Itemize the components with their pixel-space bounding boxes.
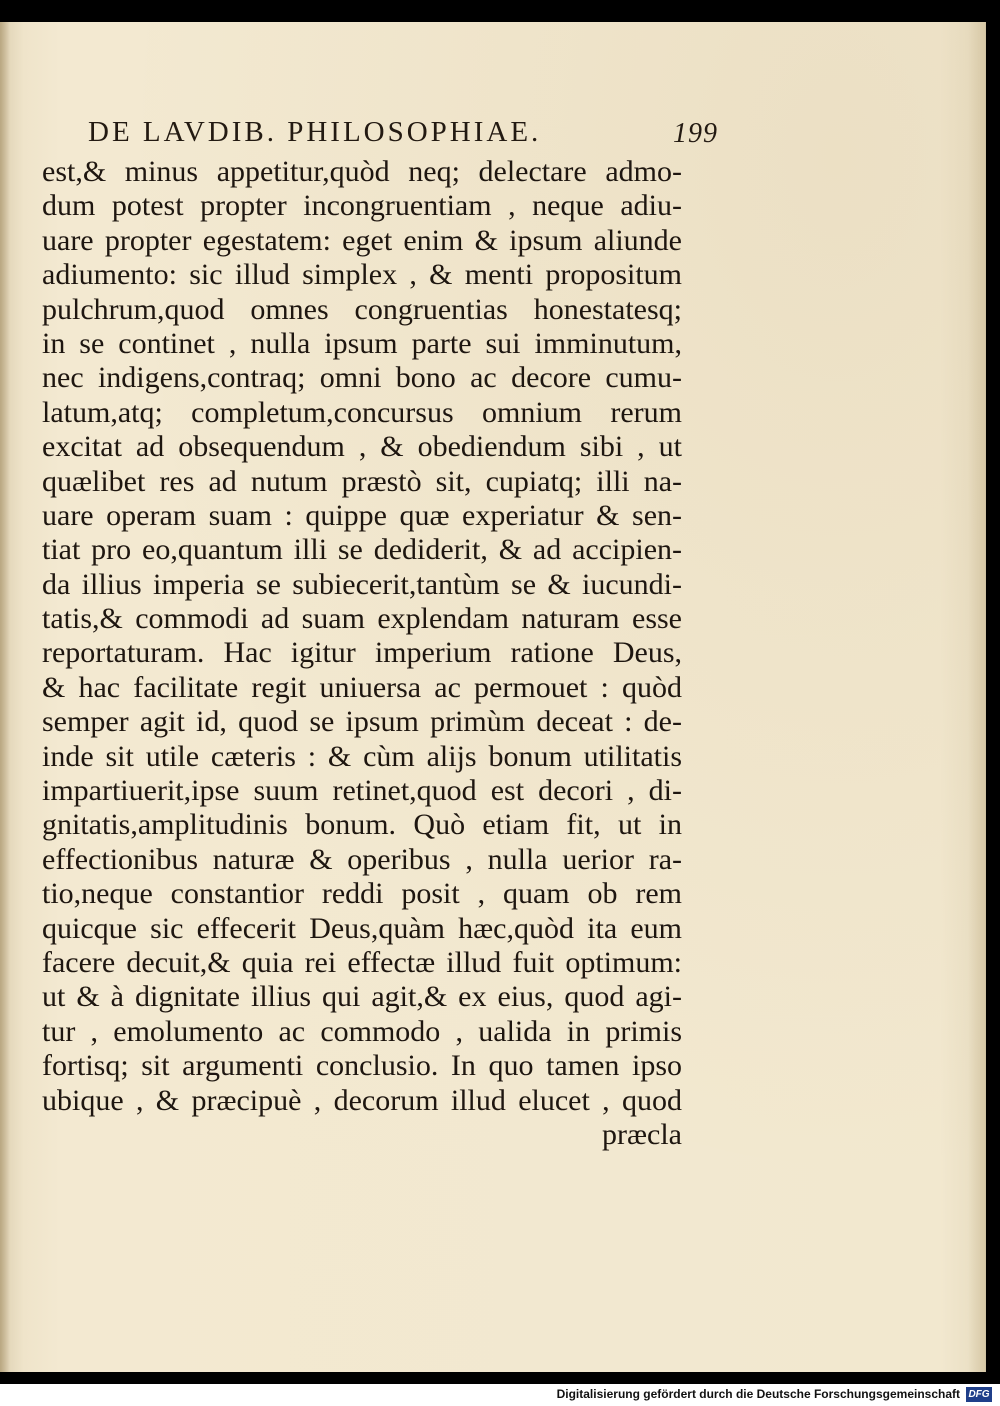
digitization-footer [0, 1384, 1000, 1406]
text-line: ubique , & præcipuè , decorum illud elucet , quod [42, 1083, 682, 1117]
text-line: latum,atq; completum,concursus omnium rerum [42, 395, 682, 429]
text-line: semper agit id, quod se ipsum primùm deceat : de- [42, 705, 682, 739]
text-line: & hac facilitate regit uniuersa ac permouet : quòd [42, 670, 682, 704]
text-line: da illius imperia se subiecerit,tantùm se & iucundi- [42, 567, 682, 601]
text-line: uare operam suam : quippe quæ experiatur & sen- [42, 498, 682, 532]
page-gutter-shadow [0, 22, 10, 1372]
text-line: adiumento: sic illud simplex , & menti propositum [42, 258, 682, 292]
text-line: tio,neque constantior reddi posit , quam ob rem [42, 877, 682, 911]
text-line: excitat ad obsequendum , & obediendum sibi , ut [42, 430, 682, 464]
page-header [88, 108, 738, 158]
text-line: inde sit utile cæteris : & cùm alijs bonum utilitatis [42, 739, 682, 773]
text-line: fortisq; sit argumenti conclusio. In quo tamen ipso [42, 1049, 682, 1083]
text-line: tur , emolumento ac commodo , ualida in primis [42, 1014, 682, 1048]
funding-credit: Digitalisierung gefördert durch die Deutsche Forschungsgemeinschaft [556, 1387, 960, 1401]
body-text [42, 155, 682, 1152]
page-edge [968, 22, 986, 1372]
text-line: tatis,& commodi ad suam explendam naturam esse [42, 602, 682, 636]
text-line: gnitatis,amplitudinis bonum. Quò etiam fit, ut in [42, 808, 682, 842]
text-line: quicque sic effecerit Deus,quàm hæc,quòd ita eum [42, 911, 682, 945]
dfg-logo: DFG [966, 1387, 992, 1402]
text-line: reportaturam. Hac igitur imperium ratione Deus, [42, 636, 682, 670]
page-number: 199 [673, 118, 718, 149]
text-line: pulchrum,quod omnes congruentias honestatesq; [42, 292, 682, 326]
text-line: in se continet , nulla ipsum parte sui imminutum, [42, 326, 682, 360]
catchword: præcla [602, 1117, 682, 1151]
text-line: facere decuit,& quia rei effectæ illud fuit optimum: [42, 945, 682, 979]
text-line: uare propter egestatem: eget enim & ipsum aliunde [42, 223, 682, 257]
text-line: effectionibus naturæ & operibus , nulla uerior ra- [42, 842, 682, 876]
text-line: est,& minus appetitur,quòd neq; delectare admo- [42, 155, 682, 188]
text-line: dum potest propter incongruentiam , neque adiu- [42, 189, 682, 223]
running-title: DE LAVDIB. PHILOSOPHIAE. [88, 116, 542, 148]
text-line: impartiuerit,ipse suum retinet,quod est decori , di- [42, 774, 682, 808]
text-line: tiat pro eo,quantum illi se dediderit, & ad accipien- [42, 533, 682, 567]
text-line: ut & à dignitate illius qui agit,& ex eius, quod agi- [42, 980, 682, 1014]
text-line: nec indigens,contraq; omni bono ac decore cumu- [42, 361, 682, 395]
text-line: quælibet res ad nutum præstò sit, cupiatq; illi na- [42, 464, 682, 498]
